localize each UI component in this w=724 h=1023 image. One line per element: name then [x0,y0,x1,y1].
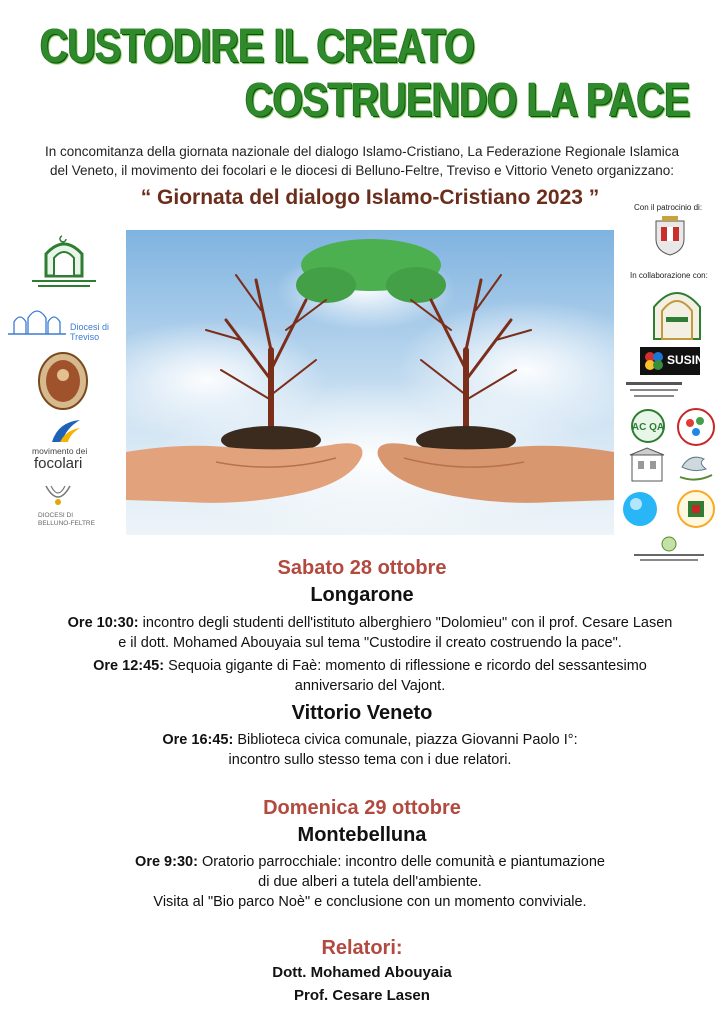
susin-label: SUSIN [667,353,704,367]
saturday-item-1-time: Ore 10:30: [67,615,139,631]
cathedral-domes-icon [6,300,68,336]
arabic-association-logo-icon [626,380,682,402]
saturday-item-2-desc-a: Sequoia gigante di Faè: momento di riflessione e ricordo del sessantesimo [164,658,647,674]
poster-title-line2: COSTRUENDO LA PACE [245,74,690,127]
blue-globe-logo-icon [622,489,670,529]
saturday-item-2-time: Ore 12:45: [93,658,165,674]
focolari-big-label: focolari [34,455,83,472]
saturday-item-1-desc-a: incontro degli studenti dell'istituto alberghiero "Dolomieu" con il prof. Cesare Lasen [138,615,673,631]
sunday-item-1 [20,852,720,912]
building-logo-icon [628,447,668,483]
patrocinio-label: Con il patrocinio di: [634,203,703,212]
focolari-small-label: movimento dei [32,446,88,456]
focolari-logo [30,418,100,472]
intro-line2: del Veneto, il movimento dei focolari e le diocesi di Belluno-Feltre, Treviso e Vittorio Veneto organizzano: [49,163,675,178]
mosque-arch-logo-icon [648,283,706,341]
saturday-item-3-time: Ore 16:45: [162,732,234,748]
hero-hands-trees-image [126,230,614,535]
comune-crest-icon [652,215,688,257]
diocesi-belluno-logo [36,482,106,534]
dove-olive-logo-icon [676,447,716,483]
saturday-item-2 [20,656,720,696]
federazione-islamica-logo-icon [28,232,100,290]
saturday-item-1 [20,613,720,653]
relatori-title: Relatori: [321,937,403,959]
saturday-item-3-desc-a: Biblioteca civica comunale, piazza Giovanni Paolo I°: [233,732,578,748]
saturday-item-3-desc-b: incontro sullo stesso tema con i due relatori. [228,752,512,768]
acqa-logo-icon [630,408,666,444]
coat-of-arms-logo-icon [676,489,716,531]
round-association-logo-icon [676,407,716,447]
saturday-place-vittorio-veneto: Vittorio Veneto [291,702,433,724]
sunday-date: Domenica 29 ottobre [263,797,461,819]
saturday-date: Sabato 28 ottobre [277,557,447,579]
susin-logo [640,347,704,375]
saturday-item-3 [20,730,720,770]
saturday-item-1-desc-b: e il dott. Mohamed Abouyaia sul tema "Custodire il creato costruendo la pace". [118,635,622,651]
intro-text [14,142,710,180]
relatore-1: Dott. Mohamed Abouyaia [272,964,452,981]
sunday-item-1-desc-c: Visita al "Bio parco Noè" e conclusione con un momento conviviale. [153,894,587,910]
sunday-place-montebelluna: Montebelluna [297,824,427,846]
sunday-item-1-time: Ore 9:30: [135,854,198,870]
focolari-flame-icon [48,418,84,444]
diocesi-treviso-logo [6,300,126,342]
diocesi-treviso-label: Diocesi di Treviso [70,322,110,342]
belluno-label-1: DIOCESI DI [38,512,74,519]
poster-title-line1: CUSTODIRE IL CREATO [40,20,475,73]
relatore-2: Prof. Cesare Lasen [294,987,430,1004]
saint-portrait-logo-icon [37,351,89,411]
svg-text:AC QA: AC QA [631,422,665,433]
belluno-emblem-icon [42,482,74,510]
belluno-label-2: BELLUNO-FELTRE [38,520,95,527]
collaborazione-label: In collaborazione con: [630,271,708,280]
sunday-item-1-desc-a: Oratorio parrocchiale: incontro delle comunità e piantumazione [197,854,605,870]
saturday-place-longarone: Longarone [310,584,414,606]
intro-line1: In concomitanza della giornata nazionale del dialogo Islamo-Cristiano, La Federazione Regionale Islamica [44,144,680,159]
sunday-item-1-desc-b: di due alberi a tutela dell'ambiente. [258,874,482,890]
event-name: “ Giornata del dialogo Islamo-Cristiano 2023 ” [140,186,600,209]
saturday-item-2-desc-b: anniversario del Vajont. [294,678,446,694]
